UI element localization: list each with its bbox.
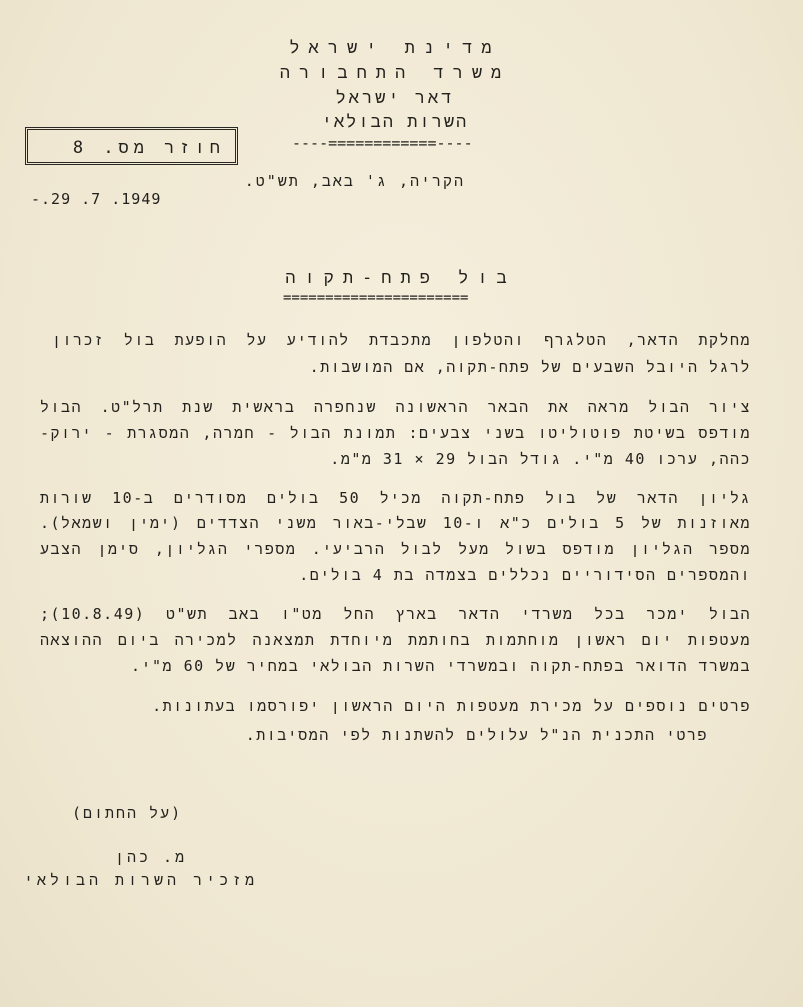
date-gregorian: -.29 .7 .1949: [31, 190, 162, 208]
letterhead-state: מדינת ישראל: [289, 38, 501, 58]
paragraph-3-line-2: מאוזנות של 5 בולים כ"א ו-10 שבלי-באור משני הצדדים (ימין ושמאל).: [40, 514, 751, 532]
paragraph-1-line-1: מחלקת הדאר, הטלגרף והטלפון מתכבדת להודיע על הופעת בול זכרון: [52, 331, 751, 349]
paragraph-1-line-2: לרגל היובל השבעים של פתח-תקוה, אם המושבות.: [309, 358, 751, 376]
paragraph-3-line-4: והמספרים הסידוריים נכללים בצמדה בת 4 בולים.: [299, 566, 751, 584]
paragraph-4-line-2: מעטפות יום ראשון מוחתמות בחותמת מיוחדת תמצאנה למכירה ביום ההוצאה: [40, 631, 751, 649]
paragraph-5-line-1: פרטים נוספים על מכירת מעטפות היום הראשון יפורסמו בעתונות.: [152, 697, 751, 715]
signature-role: מזכיר השרות הבולאי: [24, 871, 259, 889]
signature-name: מ. כהן: [115, 848, 188, 866]
paragraph-2-line-2: מודפס בשיטת פוטוליטו בשני צבעים: תמונת הבול - חמרה, המסגרת - ירוק-: [40, 424, 751, 442]
paragraph-2-line-3: כהה, ערכו 40 מ"י. גודל הבול 29 × 31 מ"מ.: [330, 450, 751, 468]
paragraph-4-line-3: במשרד הדואר בפתח-תקוה ובמשרדי השרות הבולאי במחיר של 60 מ"י.: [130, 657, 751, 675]
letterhead-rule: ----============----: [292, 134, 473, 152]
letterhead-service: השרות הבולאי: [321, 112, 469, 132]
letterhead-post: דאר ישראל: [335, 88, 455, 108]
paragraph-3-line-3: מספר הגליון מודפס בשול מעל לבול הרביעי. מספרי הגליון, סימן הצבע: [40, 540, 751, 558]
document-title: בול פתח-תקוה: [285, 268, 516, 288]
letterhead-ministry: משרד התחבורה: [279, 63, 511, 83]
circular-number-box: [25, 127, 238, 165]
paragraph-3-line-1: גליון הדאר של בול פתח-תקוה מכיל 50 בולים מסודרים ב-10 שורות: [40, 489, 751, 507]
paragraph-5-line-2: פרטי התכנית הנ"ל עלולים להשתנות לפי המסיבות.: [245, 726, 708, 744]
paragraph-4-line-1: הבול ימכר בכל משרדי הדאר בארץ החל מט"ו באב תש"ט (10.8.49);: [40, 605, 751, 623]
circular-number-label: חוזר מס. 8: [72, 138, 225, 158]
title-underline: ======================: [283, 290, 469, 306]
date-hebrew: הקריה, ג' באב, תש"ט.: [244, 172, 465, 190]
signature-note: (על החתום): [72, 804, 183, 822]
paragraph-2-line-1: ציור הבול מראה את הבאר הראשונה שנחפרה בראשית שנת תרל"ט. הבול: [40, 398, 751, 416]
